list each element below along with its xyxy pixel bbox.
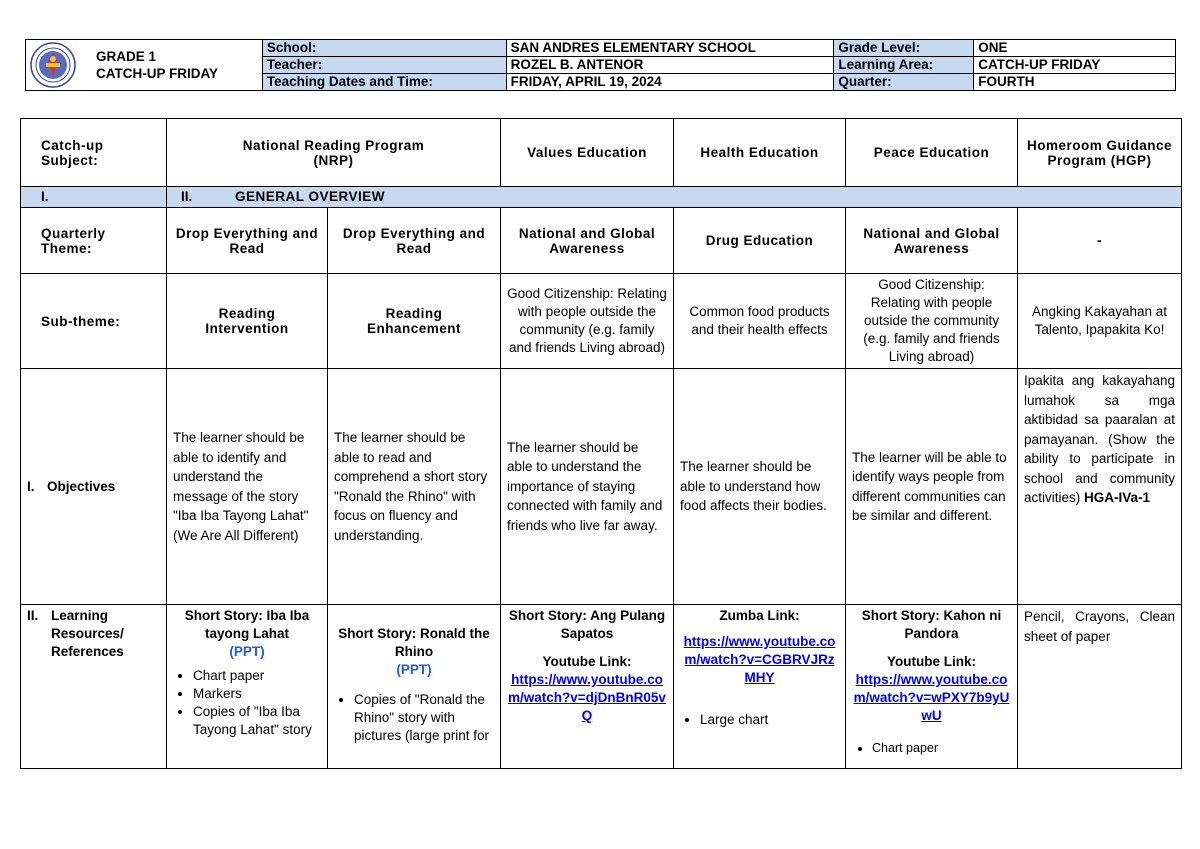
resources-nrp-1-list <box>173 667 321 739</box>
theme-nrp-2: Drop Everything and Read <box>328 208 501 274</box>
resources-nrp-1 <box>167 605 328 769</box>
header-grade-cell <box>26 40 263 91</box>
resources-label: Learning Resources/ References <box>51 608 124 659</box>
objective-nrp-2: The learner should be able to read and comprehend a short story "Ronald the Rhino" with focus on fluency and understanding. <box>328 369 501 605</box>
resources-health <box>674 605 846 769</box>
general-overview-band <box>21 187 1182 208</box>
health-education-header: Health Education <box>674 119 846 187</box>
school-value: SAN ANDRES ELEMENTARY SCHOOL <box>506 40 834 57</box>
subject-header-row <box>21 119 1182 187</box>
sub-theme-label: Sub-theme: <box>21 274 167 369</box>
learning-area-label: Learning Area: <box>834 57 974 74</box>
nrp-header <box>167 119 501 187</box>
objective-hgp-text: Ipakita ang kakayahang lumahok sa mga aktibidad sa paaralan at pamayanan. (Show the ability to participate in school and community activities) <box>1024 373 1175 505</box>
sub-theme-row <box>21 274 1182 369</box>
list-item: • Large chart <box>700 711 839 729</box>
resources-row <box>21 605 1182 769</box>
list-item: • Chart paper <box>872 739 1011 757</box>
resources-values-title: Short Story: Ang Pulang Sapatos <box>508 608 666 641</box>
objective-hgp-code: HGA-IVa-1 <box>1084 490 1151 505</box>
teacher-value: ROZEL B. ANTENOR <box>506 57 834 74</box>
list-item: • Copies of "Ronald the Rhino" story with pictures (large print for <box>354 691 494 745</box>
grade-label: GRADE 1 <box>96 49 157 64</box>
grade-subtitle: CATCH-UP FRIDAY <box>96 66 219 81</box>
theme-nrp-1: Drop Everything and Read <box>167 208 328 274</box>
grade-level-value: ONE <box>974 40 1176 57</box>
header-table <box>25 39 1176 91</box>
quarter-label: Quarter: <box>834 74 974 91</box>
resources-nrp-2-title: Short Story: Ronald the Rhino <box>338 626 490 659</box>
subtheme-nrp-2 <box>328 274 501 369</box>
objective-hgp <box>1018 369 1182 605</box>
zumba-link[interactable]: https://www.youtube.com/watch?v=CGBRVJRzMHY <box>683 634 836 685</box>
values-education-header: Values Education <box>501 119 674 187</box>
theme-health: Drug Education <box>674 208 846 274</box>
lesson-plan-table <box>20 118 1182 769</box>
hgp-header: Homeroom Guidance Program (HGP) <box>1018 119 1182 187</box>
resources-peace-title: Short Story: Kahon ni Pandora <box>861 608 1002 641</box>
theme-values: National and Global Awareness <box>501 208 674 274</box>
grade-level-label: Grade Level: <box>834 40 974 57</box>
learning-area-value: CATCH-UP FRIDAY <box>974 57 1176 74</box>
dates-label: Teaching Dates and Time: <box>262 74 506 91</box>
resources-number: II. <box>27 608 39 623</box>
subtheme-nrp-1-text: Reading Intervention <box>205 306 289 336</box>
resources-hgp: Pencil, Crayons, Clean sheet of paper <box>1018 605 1182 769</box>
resources-health-list <box>680 711 839 729</box>
youtube-link-label-values: Youtube Link: <box>542 654 632 669</box>
objective-peace: The learner will be able to identify ways people from different communities can be similar and different. <box>846 369 1018 605</box>
peace-education-header: Peace Education <box>846 119 1018 187</box>
quarterly-theme-label: Quarterly Theme: <box>21 208 167 274</box>
objective-health: The learner should be able to understand how food affects their bodies. <box>674 369 846 605</box>
deped-seal-logo <box>30 42 76 88</box>
subtheme-nrp-2-text: Reading Enhancement <box>366 306 462 336</box>
objectives-row <box>21 369 1182 605</box>
youtube-link-values[interactable]: https://www.youtube.com/watch?v=djDnBnR05vQ <box>508 672 666 723</box>
youtube-link-label-peace: Youtube Link: <box>887 654 976 669</box>
objectives-label: Objectives <box>47 479 116 494</box>
ppt-link-2[interactable]: (PPT) <box>396 662 432 677</box>
band-number-2: II. <box>181 189 193 204</box>
resources-label-cell <box>21 605 167 769</box>
quarter-value: FOURTH <box>974 74 1176 91</box>
youtube-link-peace[interactable]: https://www.youtube.com/watch?v=wPXY7b9yUwU <box>853 672 1010 723</box>
band-title: GENERAL OVERVIEW <box>235 189 386 204</box>
list-item: • Copies of "Iba Iba Tayong Lahat" story <box>193 703 321 739</box>
band-number-1: I. <box>21 187 167 208</box>
nrp-header-text: National Reading Program (NRP) <box>242 137 425 168</box>
objectives-number: I. <box>27 479 35 494</box>
band-title-cell <box>167 187 1182 208</box>
dates-value: FRIDAY, APRIL 19, 2024 <box>506 74 834 91</box>
theme-peace: National and Global Awareness <box>846 208 1018 274</box>
list-item: • Markers <box>193 685 321 703</box>
catch-up-subject-label: Catch-up Subject: <box>21 119 167 187</box>
subtheme-hgp: Angking Kakayahan at Talento, Ipapakita Ko! <box>1018 274 1182 369</box>
objective-values: The learner should be able to understand the importance of staying connected with family and friends who live far away. <box>501 369 674 605</box>
subtheme-nrp-1 <box>167 274 328 369</box>
quarterly-theme-row <box>21 208 1182 274</box>
resources-peace <box>846 605 1018 769</box>
resources-nrp-2-list <box>334 691 494 745</box>
school-label: School: <box>262 40 506 57</box>
resources-health-title: Zumba Link: <box>719 608 800 623</box>
subtheme-values: Good Citizenship: Relating with people outside the community (e.g. family and friends Living abroad) <box>501 274 674 369</box>
subtheme-health: Common food products and their health effects <box>674 274 846 369</box>
subtheme-peace: Good Citizenship: Relating with people outside the community (e.g. family and friends Living abroad) <box>846 274 1018 369</box>
objective-nrp-1: The learner should be able to identify and understand the message of the story "Iba Iba Tayong Lahat" (We Are All Different) <box>167 369 328 605</box>
resources-nrp-1-title: Short Story: Iba Iba tayong Lahat <box>184 608 310 641</box>
theme-hgp: - <box>1018 208 1182 274</box>
teacher-label: Teacher: <box>262 57 506 74</box>
resources-peace-list <box>852 739 1011 757</box>
list-item: • Chart paper <box>193 667 321 685</box>
resources-values <box>501 605 674 769</box>
ppt-link-1[interactable]: (PPT) <box>229 644 265 659</box>
objectives-label-cell <box>21 369 167 605</box>
resources-nrp-2 <box>328 605 501 769</box>
